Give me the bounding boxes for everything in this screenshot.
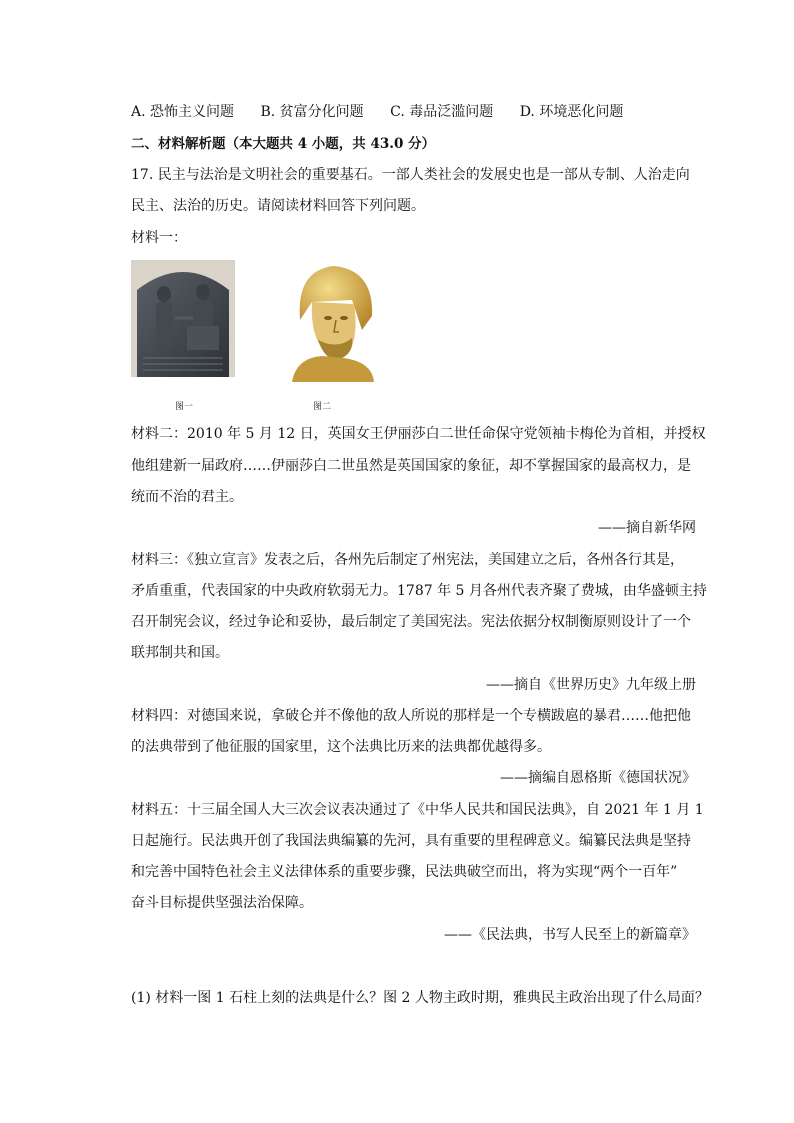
material-4-line-1: 材料四：对德国来说，拿破仑并不像他的敌人所说的那样是一个专横跋扈的暴君……他把他 [131,708,691,724]
pericles-bust-image [282,260,378,382]
hammurabi-stele-image [131,260,235,377]
material-3-line-1: 材料三：《独立宣言》发表之后，各州先后制定了州宪法，美国建立之后，各州各行其是， [131,552,684,568]
material-5-line-3: 和完善中国特色社会主义法律体系的重要步骤，民法典破空而出，将为实现“两个一百年” [131,864,678,880]
material-5-line-2: 日起施行。民法典开创了我国法典编纂的先河，具有重要的里程碑意义。编纂民法典是坚持 [131,833,691,849]
material-1-label: 材料一： [131,230,187,246]
material-2-source: ——摘自新华网 [598,520,696,536]
material-3-line-4: 联邦制共和国。 [131,645,229,661]
material-3-source: ——摘自《世界历史》九年级上册 [486,677,696,693]
q17-intro-line-2: 民主、法治的历史。请阅读材料回答下列问题。 [131,198,425,214]
figure-1-caption: 图一 [175,402,194,412]
q17-intro-line-1: 17. 民主与法治是文明社会的重要基石。一部人类社会的发展史也是一部从专制、人治走向 [131,167,690,183]
option-b: B. 贫富分化问题 [260,104,364,120]
section-heading: 二、材料解析题（本大题共 4 小题，共 43.0 分） [131,136,436,152]
figure-2-caption: 图二 [313,402,332,412]
material-2-line-1: 材料二：2010 年 5 月 12 日，英国女王伊丽莎白二世任命保守党领袖卡梅伦为首相，并授权 [131,426,706,442]
material-5-source: ——《民法典，书写人民至上的新篇章》 [444,927,696,943]
option-c: C. 毒品泛滥问题 [390,104,494,120]
material-5-line-4: 奋斗目标提供坚强法治保障。 [131,895,313,911]
material-5-line-1: 材料五：十三届全国人大三次会议表决通过了《中华人民共和国民法典》，自 2021 年 1 月 1 [131,802,704,818]
answer-options [131,102,696,122]
option-d: D. 环境恶化问题 [519,104,624,120]
material-3-line-3: 召开制宪会议，经过争论和妥协，最后制定了美国宪法。宪法依据分权制衡原则设计了一个 [131,614,691,630]
material-4-line-2: 的法典带到了他征服的国家里，这个法典比历来的法典都优越得多。 [131,739,551,755]
option-a: A. 恐怖主义问题 [131,104,235,120]
sub-question-1: (1) 材料一图 1 石柱上刻的法典是什么？图 2 人物主政时期，雅典民主政治出现了什么局面？ [131,990,709,1006]
material-2-line-3: 统而不治的君主。 [131,489,243,505]
material-2-line-2: 他组建新一届政府……伊丽莎白二世虽然是英国国家的象征，却不掌握国家的最高权力，是 [131,458,691,474]
material-4-source: ——摘编自恩格斯《德国状况》 [500,770,696,786]
material-3-line-2: 矛盾重重，代表国家的中央政府软弱无力。1787 年 5 月各州代表齐聚了费城，由华盛顿主持 [131,583,707,599]
